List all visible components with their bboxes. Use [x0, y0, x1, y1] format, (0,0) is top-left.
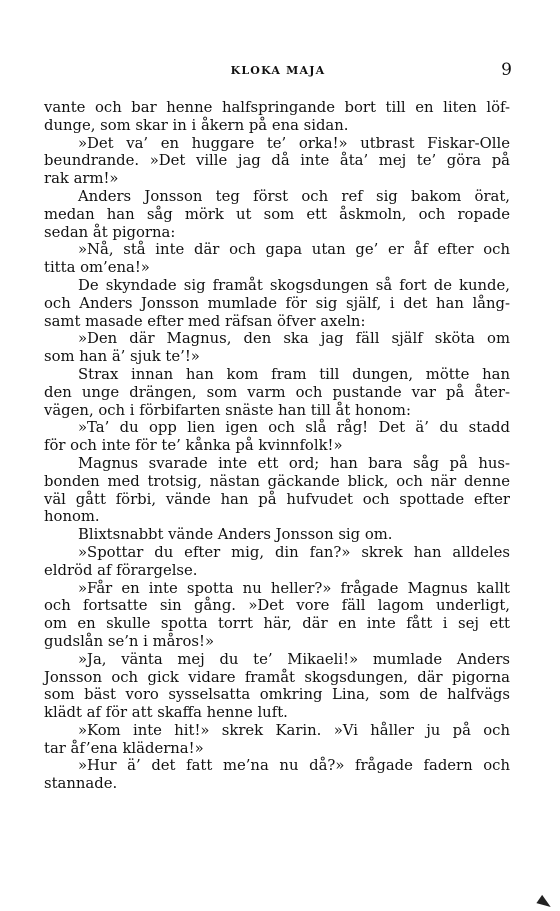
text-line: »Ta’ du opp lien igen och slå råg! Det ä’ du stadd — [78, 419, 510, 437]
text-line: »Ja, vänta mej du te’ Mikaeli!» mumlade Anders — [78, 650, 510, 668]
text-line: »Nå, stå inte där och gapa utan ge’ er åf efter och — [78, 241, 510, 259]
text-line: titta om’ena!» — [44, 259, 150, 277]
text-line: De skyndade sig framåt skogsdungen så fort de kunde, — [78, 276, 510, 294]
text-line: »Spottar du efter mig, din fan?» skrek han alldeles — [78, 543, 510, 561]
running-title: KLOKA MAJA — [230, 64, 326, 77]
body-text — [44, 99, 510, 793]
text-line: eldröd af förargelse. — [44, 561, 198, 579]
text-line: Jonsson och gick vidare framåt skogsdungen, där pigorna — [44, 668, 510, 686]
text-line: som han ä’ sjuk te’!» — [44, 348, 200, 366]
page-number: 9 — [501, 60, 512, 80]
text-line: gudslån se’n i måros!» — [44, 632, 215, 650]
text-line: vante och bar henne halfspringande bort till en liten löf- — [44, 99, 510, 116]
text-line: samt masade efter med räfsan öfver axeln: — [44, 312, 366, 330]
text-line: »Får en inte spotta nu heller?» frågade Magnus kallt — [78, 579, 510, 597]
text-line: »Kom inte hit!» skrek Karin. »Vi håller ju på och — [78, 721, 510, 739]
text-line: Strax innan han kom fram till dungen, mötte han — [78, 365, 510, 383]
text-line: bonden med trotsig, nästan gäckande blick, och när denne — [44, 472, 510, 490]
text-line: tar åf’ena kläderna!» — [44, 739, 204, 757]
text-line: »Det va’ en huggare te’ orka!» utbrast Fiskar-Olle — [78, 134, 510, 152]
text-line: medan han såg mörk ut som ett åskmoln, och ropade — [44, 205, 510, 223]
text-line: Magnus svarade inte ett ord; han bara såg på hus- — [78, 454, 510, 472]
text-line: sedan åt pigorna: — [44, 223, 176, 241]
text-line: Anders Jonsson teg först och ref sig bakom örat, — [78, 187, 510, 205]
text-line: klädt af för att skaffa henne luft. — [44, 704, 288, 722]
text-line: och Anders Jonsson mumlade för sig själf, i det han lång- — [44, 294, 510, 312]
text-line: beundrande. »Det ville jag då inte åta’ mej te’ göra på — [44, 152, 510, 170]
text-line: vägen, och i förbifarten snäste han till åt honom: — [44, 401, 411, 419]
text-line: den unge drängen, som varm och pustande var på åter- — [44, 383, 510, 401]
text-line: om en skulle spotta torrt här, där en inte fått i sej ett — [44, 615, 510, 633]
text-line: »Hur ä’ det fatt me’na nu då?» frågade fadern och — [78, 757, 510, 775]
text-line: för och inte för te’ kånka på kvinnfolk!» — [44, 437, 343, 455]
running-head — [44, 60, 512, 84]
page-corner-arrow-icon — [536, 895, 553, 911]
text-line: väl gått förbi, vände han på hufvudet och spottade efter — [44, 490, 510, 508]
text-line: dunge, som skar in i åkern på ena sidan. — [44, 116, 349, 134]
text-line: honom. — [44, 508, 100, 526]
text-line: stannade. — [44, 775, 118, 793]
text-line: »Den där Magnus, den ska jag fäll själf sköta om — [78, 330, 510, 348]
text-line: rak arm!» — [44, 170, 119, 188]
text-line: och fortsatte sin gång. »Det vore fäll lagom underligt, — [44, 597, 510, 615]
text-line: som bäst voro sysselsatta omkring Lina, som de halfvägs — [44, 686, 510, 704]
text-line: Blixtsnabbt vände Anders Jonsson sig om. — [78, 526, 393, 544]
